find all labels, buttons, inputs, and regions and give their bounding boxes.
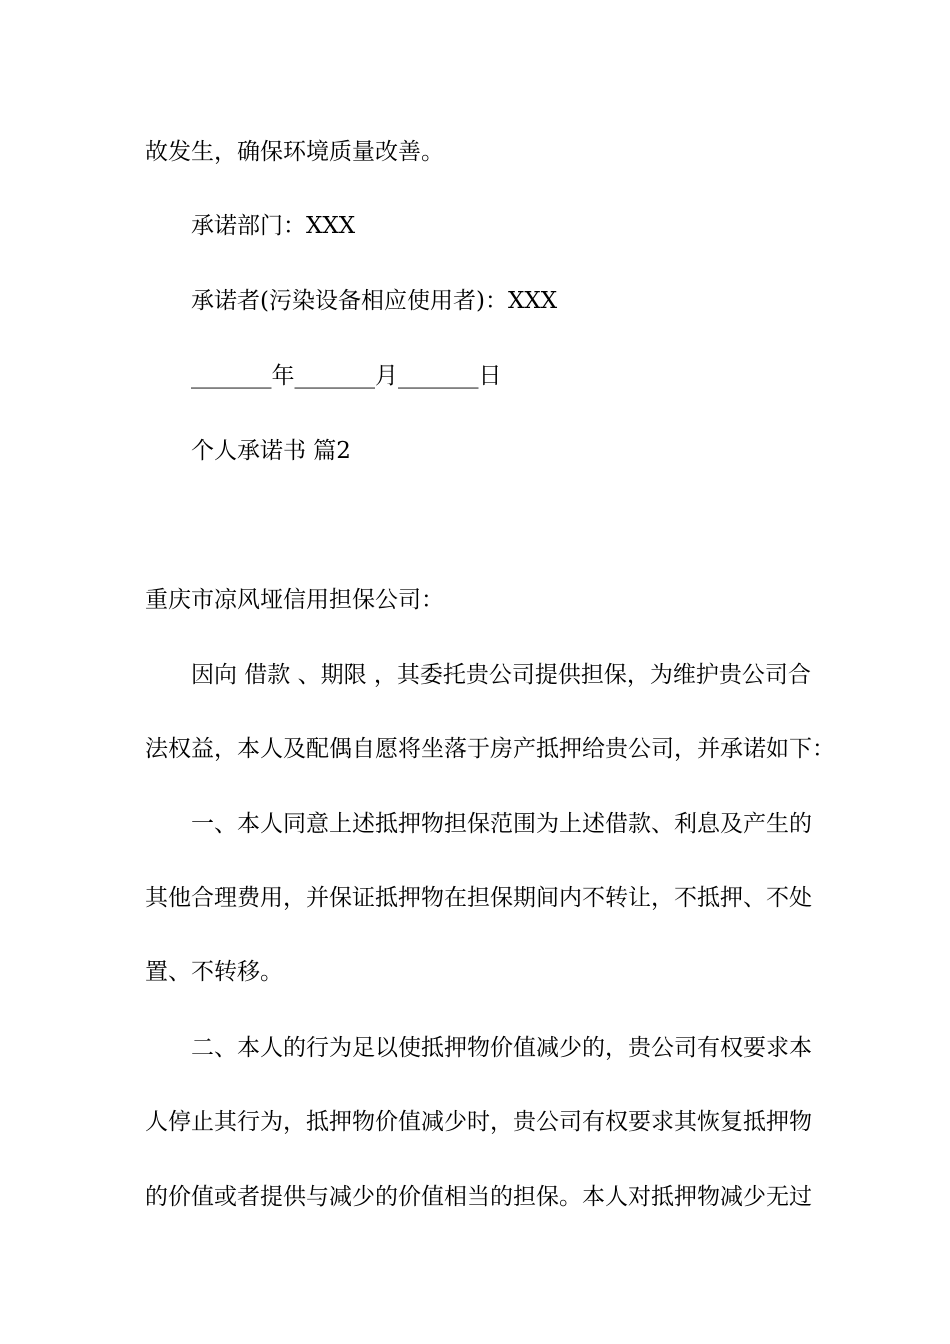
paragraph-line: 因向 借款 、期限 ，其委托贵公司提供担保，为维护贵公司合 xyxy=(191,662,811,688)
section-heading: 个人承诺书 篇2 xyxy=(191,438,351,464)
addressee: 重庆市凉风垭信用担保公司： xyxy=(145,587,444,613)
commitment-person: 承诺者(污染设备相应使用者)：XXX xyxy=(191,288,558,314)
clause-one-line: 其他合理费用，并保证抵押物在担保期间内不转让，不抵押、不处 xyxy=(145,885,812,911)
clause-two-line: 人停止其行为，抵押物价值减少时，贵公司有权要求其恢复抵押物 xyxy=(145,1109,812,1135)
paragraph-line: 法权益，本人及配偶自愿将坐落于房产抵押给贵公司，并承诺如下： xyxy=(145,736,835,762)
paragraph-line: 故发生，确保环境质量改善。 xyxy=(145,139,444,165)
clause-one-line: 置、不转移。 xyxy=(145,959,283,985)
clause-one-line: 一、本人同意上述抵押物担保范围为上述借款、利息及产生的 xyxy=(191,811,812,837)
date-line: _______年_______月_______日 xyxy=(191,363,502,389)
commitment-department: 承诺部门：XXX xyxy=(191,213,356,239)
clause-two-line: 二、本人的行为足以使抵押物价值减少的，贵公司有权要求本 xyxy=(191,1035,812,1061)
clause-two-line: 的价值或者提供与减少的价值相当的担保。本人对抵押物减少无过 xyxy=(145,1184,812,1210)
